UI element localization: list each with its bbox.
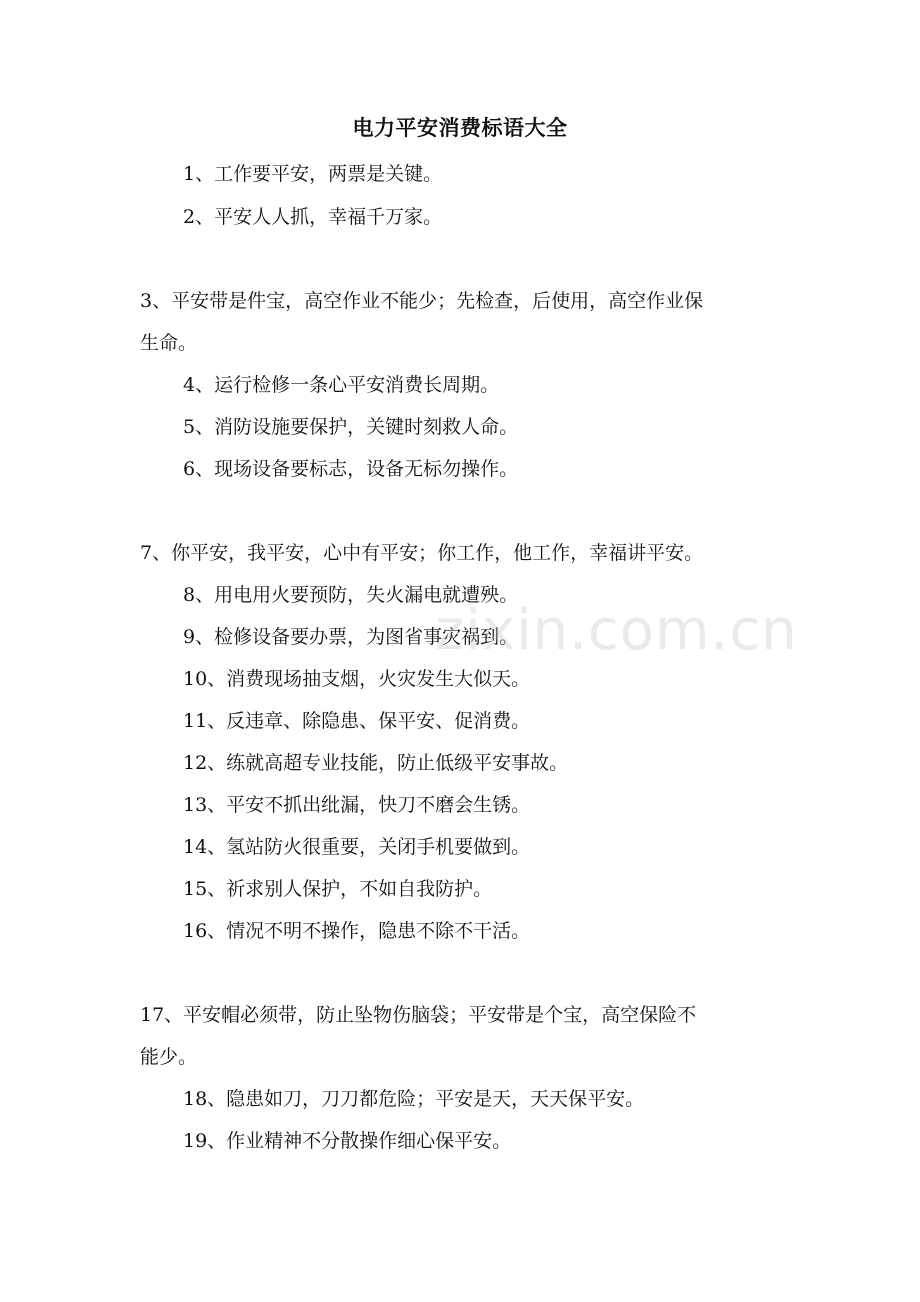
slogan-line: 6、现场设备要标志，设备无标勿操作。: [183, 458, 519, 480]
slogan-line: 2、平安人人抓，幸福千万家。: [183, 206, 443, 228]
watermark: zixin.com.cn: [435, 598, 798, 663]
slogan-line: 1、工作要平安，两票是关键。: [183, 163, 443, 185]
slogan-line: 18、隐患如刀，刀刀都危险；平安是天，天天保平安。: [183, 1088, 645, 1110]
document-title: 电力平安消费标语大全: [352, 115, 568, 140]
slogan-line: 15、祈求别人保护，不如自我防护。: [183, 878, 493, 900]
slogan-line: 19、作业精神不分散操作细心保平安。: [183, 1130, 512, 1152]
slogan-line: 4、运行检修一条心平安消费长周期。: [183, 374, 500, 396]
slogan-line: 17、平安帽必须带，防止坠物伤脑袋；平安带是个宝，高空保险不: [140, 1004, 697, 1026]
slogan-line: 16、情况不明不操作，隐患不除不干活。: [183, 920, 531, 942]
slogan-line: 11、反违章、除隐患、保平安、促消费。: [183, 710, 531, 732]
slogan-line: 8、用电用火要预防，失火漏电就遭殃。: [183, 584, 519, 606]
slogan-line: 9、检修设备要办票，为图省事灾祸到。: [183, 626, 519, 648]
slogan-line-continuation: 能少。: [140, 1046, 198, 1068]
slogan-line-continuation: 生命。: [140, 332, 198, 354]
slogan-line: 3、平安带是件宝，高空作业不能少；先检查，后使用，高空作业保: [140, 290, 704, 312]
slogan-line: 7、你平安，我平安，心中有平安；你工作，他工作，幸福讲平安。: [140, 542, 704, 564]
slogan-line: 5、消防设施要保护，关键时刻救人命。: [183, 416, 519, 438]
slogan-line: 13、平安不抓出纰漏，快刀不磨会生锈。: [183, 794, 531, 816]
slogan-line: 12、练就高超专业技能，防止低级平安事故。: [183, 752, 569, 774]
slogan-line: 10、消费现场抽支烟，火灾发生大似天。: [183, 668, 531, 690]
slogan-line: 14、氢站防火很重要，关闭手机要做到。: [183, 836, 531, 858]
